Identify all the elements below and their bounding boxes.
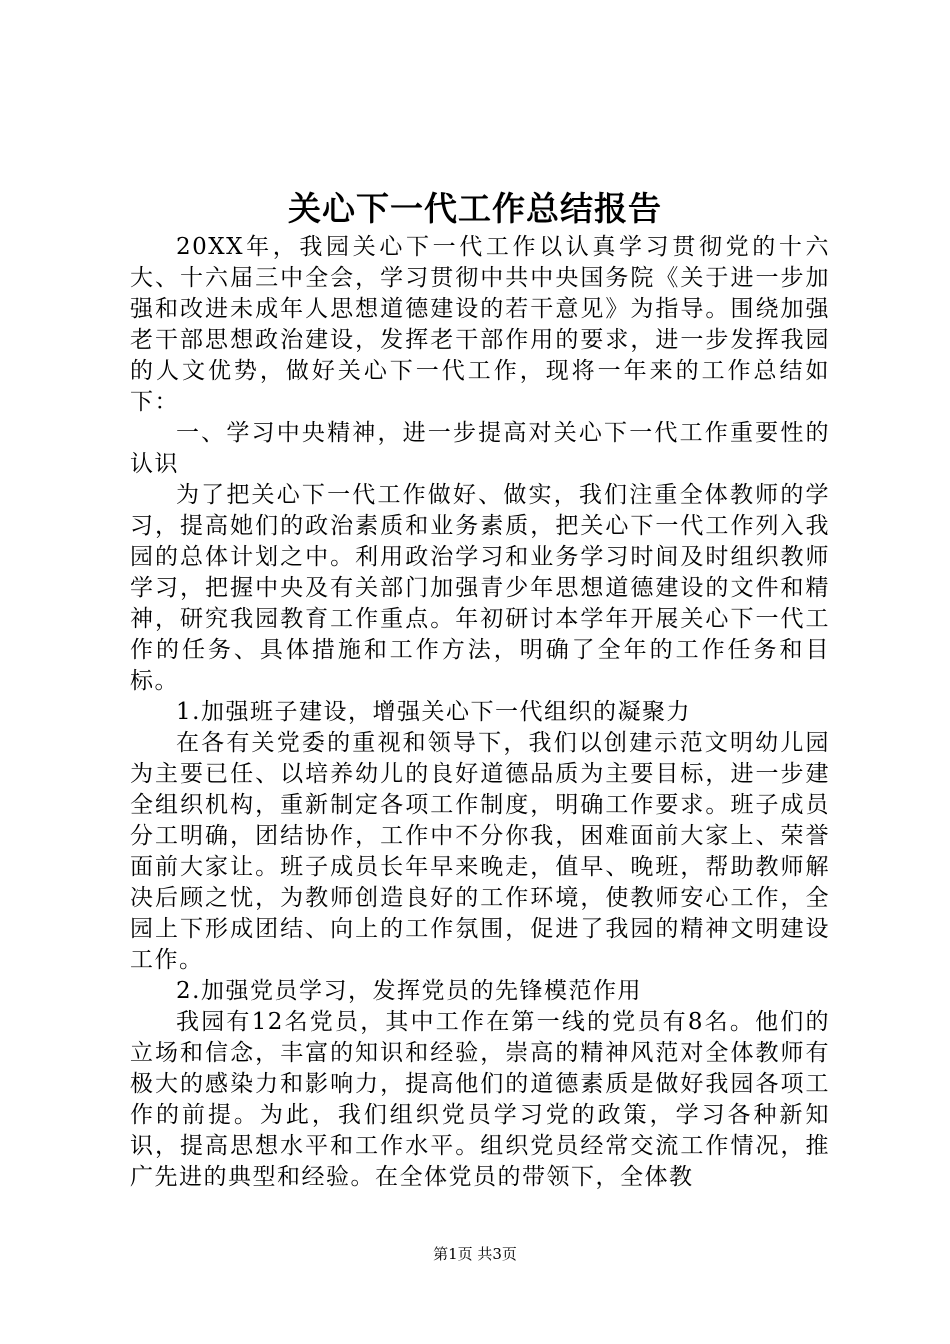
paragraph-intro: 20XX年，我园关心下一代工作以认真学习贯彻党的十六大、十六届三中全会，学习贯彻中共中央国务院《关于进一步加强和改进未成年人思想道德建设的若干意见》为指导。围绕加强老干部思想政治建设，发挥老干部作用的要求，进一步发挥我园的人文优势，做好关心下一代工作，现将一年来的工作总结如下： bbox=[130, 234, 830, 415]
document-title: 关心下一代工作总结报告 bbox=[288, 189, 662, 228]
paragraph-party-members: 我园有12名党员，其中工作在第一线的党员有8名。他们的立场和信念，丰富的知识和经验，崇高的精神风范对全体教师有极大的感染力和影响力，提高他们的道德素质是做好我园各项工作的前提。为此，我们组织党员学习党的政策，学习各种新知识，提高思想水平和工作水平。组织党员经常交流工作情况，推广先进的典型和经验。在全体党员的带领下，全体教 bbox=[130, 1009, 830, 1190]
heading-subsection-1: 1.加强班子建设，增强关心下一代组织的凝聚力 bbox=[176, 699, 691, 725]
paragraph-team-building: 在各有关党委的重视和领导下，我们以创建示范文明幼儿园为主要已任、以培养幼儿的良好道德品质为主要目标，进一步建全组织机构，重新制定各项工作制度，明确工作要求。班子成员分工明确，团结协作，工作中不分你我，困难面前大家上、荣誉面前大家让。班子成员长年早来晚走，值早、晚班，帮助教师解决后顾之忧，为教师创造良好的工作环境，使教师安心工作，全园上下形成团结、向上的工作氛围，促进了我园的精神文明建设工作。 bbox=[130, 730, 830, 973]
document-body bbox=[130, 232, 830, 1193]
paragraph-study: 为了把关心下一代工作做好、做实，我们注重全体教师的学习，提高她们的政治素质和业务素质，把关心下一代工作列入我园的总体计划之中。利用政治学习和业务学习时间及时组织教师学习，把握中央及有关部门加强青少年思想道德建设的文件和精神，研究我园教育工作重点。年初研讨本学年开展关心下一代工作的任务、具体措施和工作方法，明确了全年的工作任务和目标。 bbox=[130, 482, 830, 694]
heading-section-1: 一、学习中央精神，进一步提高对关心下一代工作重要性的认识 bbox=[130, 420, 830, 477]
heading-subsection-2: 2.加强党员学习，发挥党员的先锋模范作用 bbox=[176, 978, 642, 1004]
page-number-footer: 第1页 共3页 bbox=[433, 1245, 517, 1263]
